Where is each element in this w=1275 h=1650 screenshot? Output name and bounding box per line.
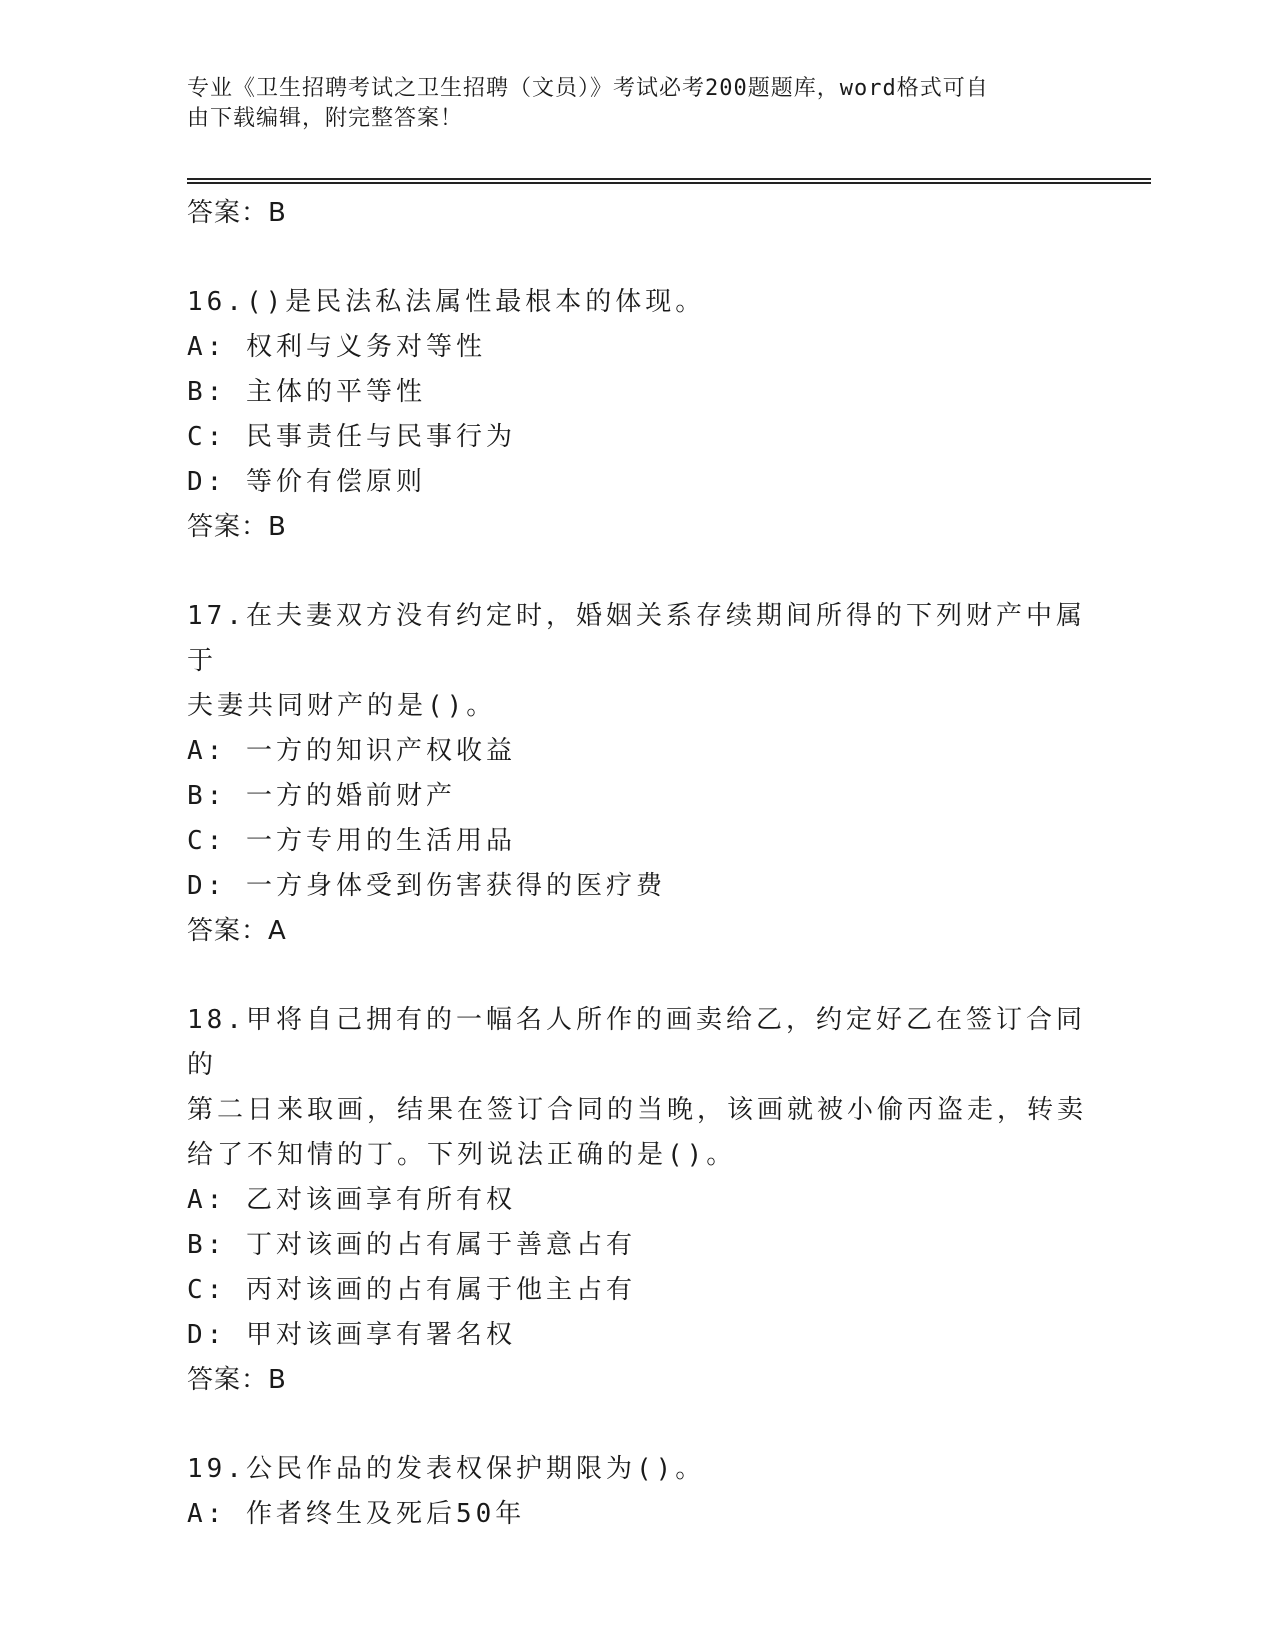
option-d: D: 一方身体受到伤害获得的医疗费 [187,871,666,901]
question-list [187,191,1087,1537]
header-divider [187,182,1151,184]
option-d: D: 甲对该画享有署名权 [187,1320,516,1350]
option-a: A: 一方的知识产权收益 [187,736,516,766]
question-text: 给了不知情的丁。下列说法正确的是()。 [187,1140,737,1170]
option-d: D: 等价有偿原则 [187,467,426,497]
option-c: C: 民事责任与民事行为 [187,422,516,452]
question-text: 第二日来取画，结果在签订合同的当晚，该画就被小偷丙盗走，转卖 [187,1095,1088,1125]
header-divider [187,178,1151,180]
option-c: C: 一方专用的生活用品 [187,826,516,856]
option-b: B: 主体的平等性 [187,377,426,407]
answer-label: 答案：B [187,512,287,542]
header-line: 由下载编辑，附完整答案！ [187,106,464,131]
answer-label: 答案：B [187,1365,287,1395]
option-a: A: 作者终生及死后50年 [187,1499,526,1529]
header-line: 专业《卫生招聘考试之卫生招聘（文员）》考试必考200题题库，word格式可自 [187,76,989,101]
question-text: 16.()是民法私法属性最根本的体现。 [187,287,706,317]
answer-label: 答案：B [187,198,287,228]
question-text: 17.在夫妻双方没有约定时，婚姻关系存续期间所得的下列财产中属于 [187,601,1086,676]
question-text: 19.公民作品的发表权保护期限为()。 [187,1454,706,1484]
question-block [187,1447,1087,1537]
option-b: B: 丁对该画的占有属于善意占有 [187,1230,636,1260]
question-block [187,280,1087,549]
option-a: A: 乙对该画享有所有权 [187,1185,516,1215]
question-block [187,998,1087,1402]
option-b: B: 一方的婚前财产 [187,781,456,811]
option-c: C: 丙对该画的占有属于他主占有 [187,1275,636,1305]
option-a: A: 权利与义务对等性 [187,332,486,362]
question-block [187,594,1087,953]
answer-label: 答案：A [187,916,287,946]
question-text: 夫妻共同财产的是()。 [187,691,497,721]
document-header [187,74,1067,134]
question-text: 18.甲将自己拥有的一幅名人所作的画卖给乙，约定好乙在签订合同的 [187,1005,1086,1080]
